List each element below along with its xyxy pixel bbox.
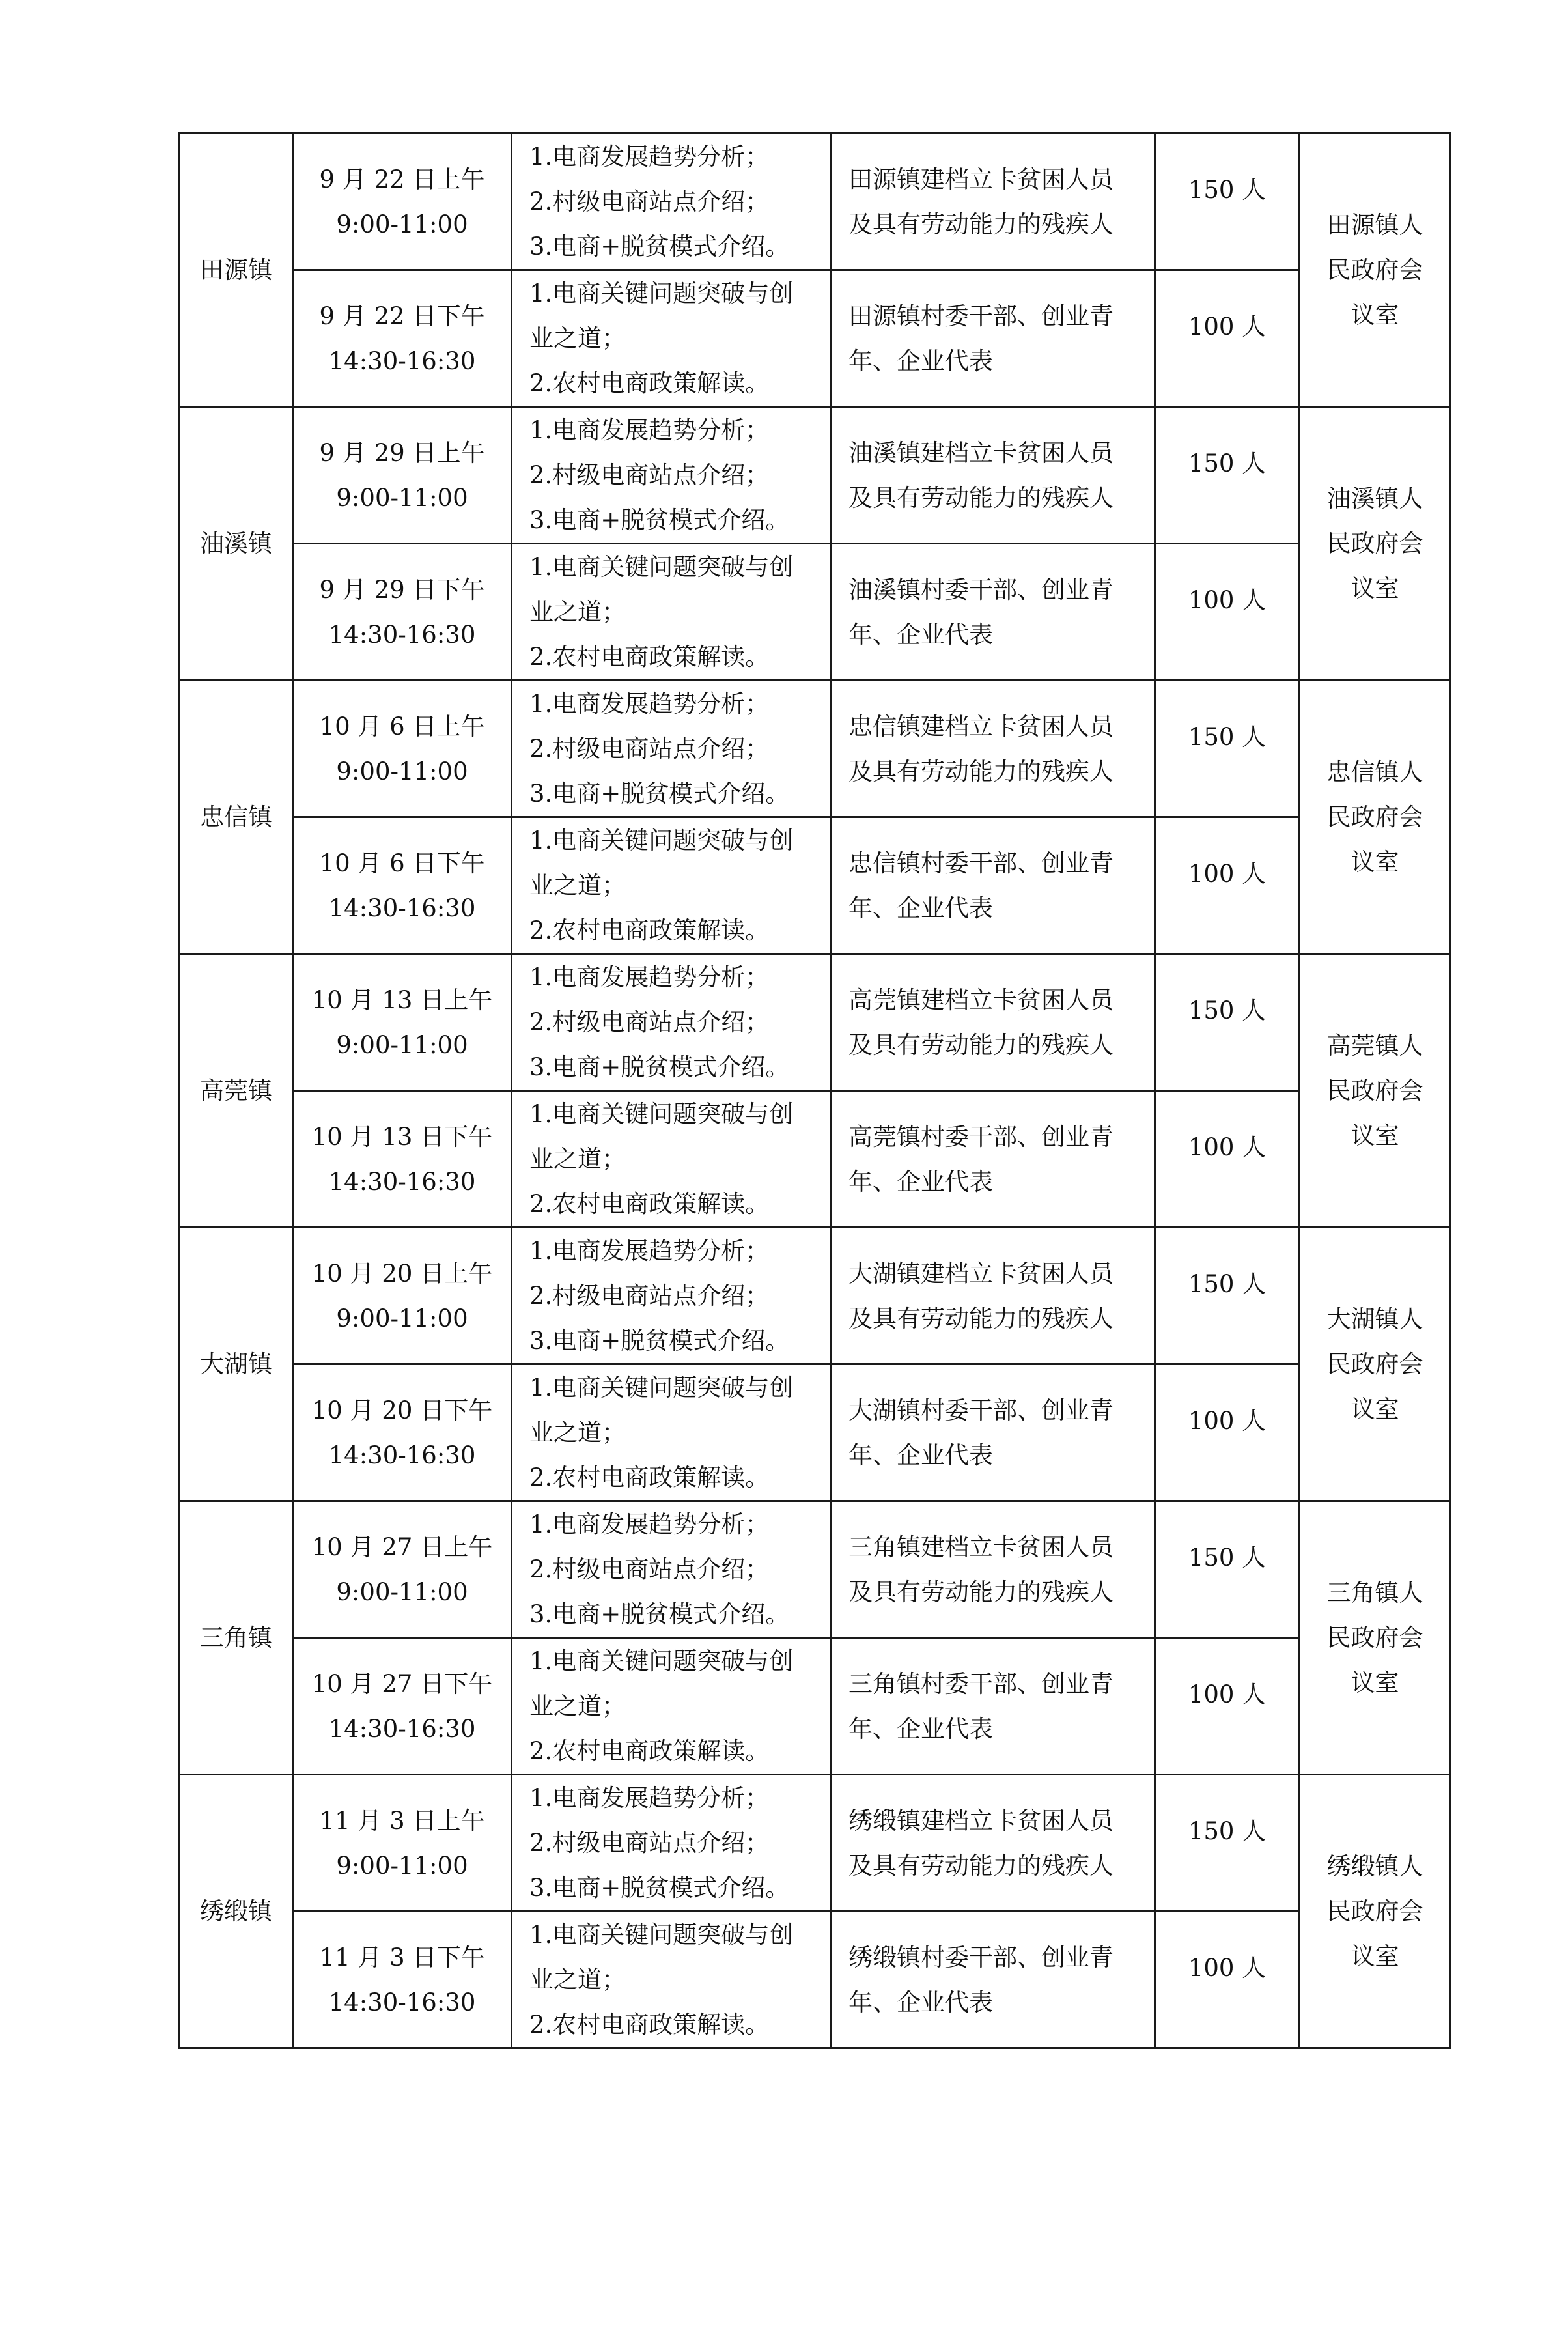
audience-cell (831, 407, 1155, 544)
participant-count: 100 人 (1188, 1954, 1267, 1982)
venue-line: 民政府会 (1326, 1077, 1423, 1105)
town-name-cell (180, 1775, 293, 2048)
audience-line: 年、企业代表 (848, 894, 993, 922)
town-name-cell (180, 134, 293, 407)
venue-line: 民政府会 (1326, 256, 1423, 284)
venue-line: 议室 (1351, 301, 1399, 329)
venue-cell (1300, 134, 1451, 407)
venue-cell (1300, 407, 1451, 681)
participant-count: 150 人 (1188, 1817, 1267, 1845)
audience-line: 高莞镇村委干部、创业青 (848, 1122, 1113, 1151)
participant-count: 150 人 (1188, 1270, 1267, 1298)
table-row (180, 954, 1451, 1091)
table-row (180, 134, 1451, 270)
session-date: 9 月 29 日上午 (319, 438, 485, 467)
session-time: 9:00-11:00 (336, 210, 468, 238)
venue-line: 三角镇人 (1326, 1579, 1423, 1607)
session-time: 14:30-16:30 (328, 1441, 476, 1469)
schedule-body (180, 134, 1451, 2048)
town-name: 高莞镇 (200, 1077, 272, 1105)
town-name-cell (180, 1228, 293, 1501)
venue-line: 议室 (1351, 1669, 1399, 1697)
participant-count: 150 人 (1188, 176, 1267, 204)
content-line: 1.电商发展趋势分析； (529, 1237, 770, 1265)
content-line: 2.农村电商政策解读。 (529, 369, 770, 397)
participant-count-cell (1155, 270, 1300, 407)
content-line: 2.村级电商站点介绍； (529, 1282, 770, 1310)
venue-line: 议室 (1351, 1122, 1399, 1150)
content-line: 1.电商关键问题突破与创 (529, 1647, 794, 1675)
session-datetime-cell (293, 134, 512, 270)
audience-line: 绣缎镇建档立卡贫困人员 (848, 1806, 1113, 1835)
participant-count: 100 人 (1188, 1133, 1267, 1161)
participant-count: 150 人 (1188, 449, 1267, 477)
content-line: 1.电商关键问题突破与创 (529, 1921, 794, 1949)
participant-count-cell (1155, 1091, 1300, 1228)
audience-line: 油溪镇村委干部、创业青 (848, 575, 1113, 604)
venue-line: 民政府会 (1326, 1350, 1423, 1378)
town-name: 田源镇 (200, 256, 272, 284)
content-line: 2.村级电商站点介绍； (529, 1008, 770, 1036)
session-time: 9:00-11:00 (336, 757, 468, 785)
session-datetime-cell (293, 1364, 512, 1501)
venue-cell (1300, 1228, 1451, 1501)
venue-cell (1300, 954, 1451, 1228)
participant-count: 150 人 (1188, 723, 1267, 751)
session-date: 11 月 3 日下午 (319, 1943, 485, 1972)
audience-cell (831, 544, 1155, 681)
audience-cell (831, 1912, 1155, 2048)
audience-cell (831, 1501, 1155, 1638)
session-time: 9:00-11:00 (336, 1851, 468, 1880)
venue-line: 民政府会 (1326, 530, 1423, 558)
session-date: 10 月 6 日下午 (319, 849, 485, 877)
session-datetime-cell (293, 1501, 512, 1638)
session-datetime-cell (293, 544, 512, 681)
venue-line: 田源镇人 (1326, 211, 1423, 239)
table-row (180, 1501, 1451, 1638)
session-datetime-cell (293, 1228, 512, 1364)
session-date: 10 月 13 日上午 (311, 985, 493, 1014)
content-line: 业之道； (529, 1419, 626, 1447)
session-datetime-cell (293, 270, 512, 407)
participant-count-cell (1155, 1912, 1300, 2048)
audience-line: 年、企业代表 (848, 1167, 993, 1196)
audience-cell (831, 134, 1155, 270)
session-date: 9 月 22 日下午 (319, 302, 485, 330)
audience-line: 及具有劳动能力的残疾人 (848, 1304, 1113, 1333)
session-content-cell (512, 954, 831, 1091)
session-time: 9:00-11:00 (336, 483, 468, 512)
content-line: 1.电商关键问题突破与创 (529, 1374, 794, 1402)
content-line: 业之道； (529, 1692, 626, 1720)
content-line: 1.电商发展趋势分析； (529, 143, 770, 171)
session-datetime-cell (293, 1912, 512, 2048)
training-schedule-table (178, 132, 1451, 2049)
participant-count-cell (1155, 1364, 1300, 1501)
participant-count-cell (1155, 954, 1300, 1091)
venue-line: 民政府会 (1326, 1897, 1423, 1925)
venue-cell (1300, 681, 1451, 954)
audience-cell (831, 270, 1155, 407)
town-name-cell (180, 954, 293, 1228)
participant-count-cell (1155, 134, 1300, 270)
audience-cell (831, 1364, 1155, 1501)
table-row (180, 1228, 1451, 1364)
content-line: 业之道； (529, 598, 626, 626)
session-date: 10 月 20 日下午 (311, 1396, 493, 1424)
content-line: 2.农村电商政策解读。 (529, 643, 770, 671)
content-line: 1.电商关键问题突破与创 (529, 1100, 794, 1128)
town-name-cell (180, 681, 293, 954)
audience-line: 年、企业代表 (848, 1714, 993, 1743)
audience-line: 年、企业代表 (848, 1988, 993, 2016)
content-line: 业之道； (529, 324, 626, 352)
session-time: 14:30-16:30 (328, 1988, 476, 2016)
content-line: 1.电商发展趋势分析； (529, 1784, 770, 1812)
session-date: 10 月 27 日下午 (311, 1669, 493, 1698)
content-line: 2.农村电商政策解读。 (529, 1463, 770, 1492)
content-line: 1.电商关键问题突破与创 (529, 827, 794, 855)
content-line: 1.电商发展趋势分析； (529, 963, 770, 991)
venue-line: 绣缎镇人 (1326, 1852, 1423, 1880)
audience-line: 年、企业代表 (848, 346, 993, 375)
session-time: 14:30-16:30 (328, 1167, 476, 1196)
participant-count-cell (1155, 681, 1300, 817)
content-line: 3.电商+脱贫模式介绍。 (529, 233, 790, 261)
participant-count-cell (1155, 1638, 1300, 1775)
session-time: 9:00-11:00 (336, 1030, 468, 1059)
venue-line: 油溪镇人 (1326, 485, 1423, 513)
venue-line: 忠信镇人 (1326, 758, 1423, 786)
audience-line: 及具有劳动能力的残疾人 (848, 757, 1113, 785)
town-name: 油溪镇 (200, 530, 272, 558)
content-line: 1.电商发展趋势分析； (529, 416, 770, 444)
session-date: 10 月 20 日上午 (311, 1259, 493, 1288)
session-datetime-cell (293, 1775, 512, 1912)
session-content-cell (512, 134, 831, 270)
session-content-cell (512, 681, 831, 817)
session-time: 9:00-11:00 (336, 1304, 468, 1333)
town-name-cell (180, 407, 293, 681)
town-name: 绣缎镇 (200, 1897, 272, 1925)
session-time: 14:30-16:30 (328, 894, 476, 922)
table-row (180, 1638, 1451, 1775)
table-row (180, 1091, 1451, 1228)
audience-line: 及具有劳动能力的残疾人 (848, 1030, 1113, 1059)
content-line: 2.村级电商站点介绍； (529, 1555, 770, 1583)
content-line: 3.电商+脱贫模式介绍。 (529, 1327, 790, 1355)
audience-line: 油溪镇建档立卡贫困人员 (848, 438, 1113, 467)
participant-count: 100 人 (1188, 1680, 1267, 1708)
audience-cell (831, 817, 1155, 954)
content-line: 2.农村电商政策解读。 (529, 2011, 770, 2039)
participant-count-cell (1155, 817, 1300, 954)
venue-line: 议室 (1351, 848, 1399, 876)
participant-count: 100 人 (1188, 860, 1267, 888)
content-line: 3.电商+脱贫模式介绍。 (529, 506, 790, 534)
table-row (180, 407, 1451, 544)
audience-line: 及具有劳动能力的残疾人 (848, 210, 1113, 238)
audience-line: 大湖镇村委干部、创业青 (848, 1396, 1113, 1424)
town-name: 三角镇 (200, 1624, 272, 1652)
content-line: 3.电商+脱贫模式介绍。 (529, 1600, 790, 1628)
venue-line: 民政府会 (1326, 803, 1423, 831)
participant-count-cell (1155, 1775, 1300, 1912)
table-row (180, 544, 1451, 681)
content-line: 2.农村电商政策解读。 (529, 1737, 770, 1765)
session-date: 10 月 27 日上午 (311, 1533, 493, 1561)
audience-line: 年、企业代表 (848, 1441, 993, 1469)
session-content-cell (512, 270, 831, 407)
venue-line: 议室 (1351, 1942, 1399, 1970)
content-line: 业之道； (529, 871, 626, 899)
content-line: 3.电商+脱贫模式介绍。 (529, 780, 790, 808)
audience-cell (831, 1775, 1155, 1912)
content-line: 业之道； (529, 1966, 626, 1994)
session-time: 14:30-16:30 (328, 346, 476, 375)
audience-cell (831, 954, 1155, 1091)
town-name-cell (180, 1501, 293, 1775)
content-line: 2.村级电商站点介绍； (529, 735, 770, 763)
audience-cell (831, 1091, 1155, 1228)
content-line: 1.电商发展趋势分析； (529, 690, 770, 718)
table-row (180, 1364, 1451, 1501)
session-time: 14:30-16:30 (328, 1714, 476, 1743)
session-date: 10 月 6 日上午 (319, 712, 485, 741)
venue-line: 议室 (1351, 574, 1399, 602)
audience-line: 田源镇建档立卡贫困人员 (848, 165, 1113, 193)
content-line: 2.村级电商站点介绍； (529, 1829, 770, 1857)
session-content-cell (512, 1638, 831, 1775)
audience-line: 三角镇村委干部、创业青 (848, 1669, 1113, 1698)
content-line: 2.农村电商政策解读。 (529, 916, 770, 944)
content-line: 2.村级电商站点介绍； (529, 188, 770, 216)
content-line: 1.电商发展趋势分析； (529, 1510, 770, 1538)
town-name: 大湖镇 (200, 1350, 272, 1378)
session-time: 14:30-16:30 (328, 620, 476, 649)
audience-line: 忠信镇村委干部、创业青 (848, 849, 1113, 877)
venue-cell (1300, 1501, 1451, 1775)
content-line: 2.农村电商政策解读。 (529, 1190, 770, 1218)
audience-line: 绣缎镇村委干部、创业青 (848, 1943, 1113, 1972)
audience-line: 忠信镇建档立卡贫困人员 (848, 712, 1113, 741)
audience-line: 年、企业代表 (848, 620, 993, 649)
session-datetime-cell (293, 681, 512, 817)
content-line: 1.电商关键问题突破与创 (529, 279, 794, 307)
session-content-cell (512, 1228, 831, 1364)
content-line: 2.村级电商站点介绍； (529, 461, 770, 489)
content-line: 业之道； (529, 1145, 626, 1173)
audience-line: 及具有劳动能力的残疾人 (848, 1851, 1113, 1880)
town-name: 忠信镇 (200, 803, 272, 831)
session-content-cell (512, 1091, 831, 1228)
audience-line: 田源镇村委干部、创业青 (848, 302, 1113, 330)
session-datetime-cell (293, 1638, 512, 1775)
table-row (180, 270, 1451, 407)
audience-line: 三角镇建档立卡贫困人员 (848, 1533, 1113, 1561)
audience-line: 及具有劳动能力的残疾人 (848, 1577, 1113, 1606)
session-date: 9 月 29 日下午 (319, 575, 485, 604)
session-content-cell (512, 1501, 831, 1638)
session-content-cell (512, 817, 831, 954)
session-content-cell (512, 544, 831, 681)
participant-count: 150 人 (1188, 1544, 1267, 1572)
table-row (180, 681, 1451, 817)
venue-line: 大湖镇人 (1326, 1305, 1423, 1333)
audience-cell (831, 1228, 1155, 1364)
participant-count: 100 人 (1188, 313, 1267, 341)
audience-cell (831, 1638, 1155, 1775)
venue-cell (1300, 1775, 1451, 2048)
session-date: 11 月 3 日上午 (319, 1806, 485, 1835)
venue-line: 民政府会 (1326, 1624, 1423, 1652)
audience-line: 及具有劳动能力的残疾人 (848, 483, 1113, 512)
content-line: 1.电商关键问题突破与创 (529, 553, 794, 581)
session-time: 9:00-11:00 (336, 1577, 468, 1606)
participant-count-cell (1155, 1228, 1300, 1364)
audience-line: 高莞镇建档立卡贫困人员 (848, 985, 1113, 1014)
participant-count: 100 人 (1188, 586, 1267, 614)
audience-line: 大湖镇建档立卡贫困人员 (848, 1259, 1113, 1288)
participant-count-cell (1155, 1501, 1300, 1638)
content-line: 3.电商+脱贫模式介绍。 (529, 1874, 790, 1902)
audience-cell (831, 681, 1155, 817)
session-content-cell (512, 1364, 831, 1501)
venue-line: 议室 (1351, 1395, 1399, 1423)
session-datetime-cell (293, 1091, 512, 1228)
session-date: 10 月 13 日下午 (311, 1122, 493, 1151)
venue-line: 高莞镇人 (1326, 1032, 1423, 1060)
participant-count: 150 人 (1188, 997, 1267, 1025)
table-row (180, 817, 1451, 954)
participant-count-cell (1155, 544, 1300, 681)
session-content-cell (512, 407, 831, 544)
table-row (180, 1912, 1451, 2048)
session-datetime-cell (293, 954, 512, 1091)
session-datetime-cell (293, 817, 512, 954)
content-line: 3.电商+脱贫模式介绍。 (529, 1053, 790, 1081)
participant-count: 100 人 (1188, 1407, 1267, 1435)
session-content-cell (512, 1912, 831, 2048)
session-content-cell (512, 1775, 831, 1912)
participant-count-cell (1155, 407, 1300, 544)
session-datetime-cell (293, 407, 512, 544)
table-row (180, 1775, 1451, 1912)
session-date: 9 月 22 日上午 (319, 165, 485, 193)
